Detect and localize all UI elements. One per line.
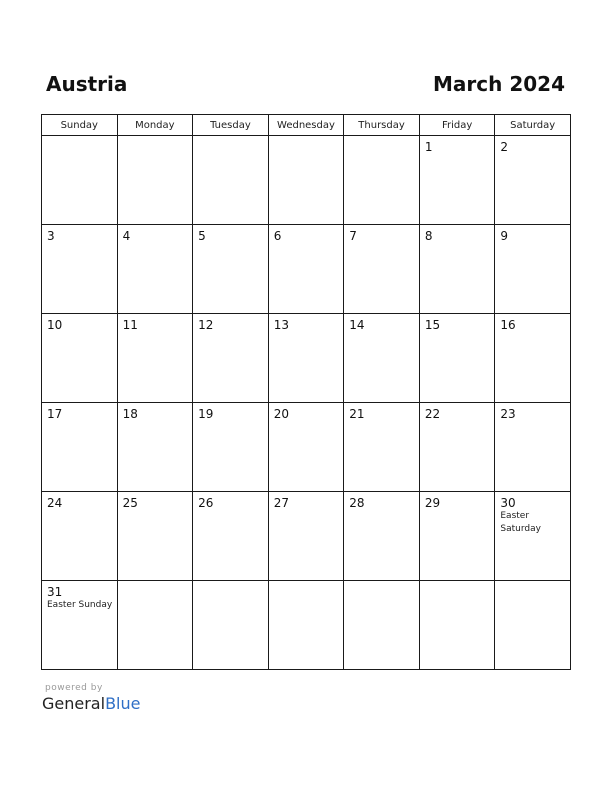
day-cell (495, 225, 571, 314)
day-number: 1 (424, 140, 433, 154)
day-cell (117, 492, 193, 581)
day-cell (344, 225, 420, 314)
day-cell (344, 136, 420, 225)
day-cell (495, 136, 571, 225)
day-number: 4 (122, 229, 131, 243)
day-cell (268, 225, 344, 314)
day-number: 30 (500, 496, 516, 510)
day-number: 6 (273, 229, 282, 243)
day-number: 27 (273, 496, 289, 510)
day-cell (117, 403, 193, 492)
day-cell (268, 403, 344, 492)
day-number (269, 136, 344, 140)
calendar-weeks (42, 136, 571, 670)
day-number: 3 (47, 229, 55, 243)
day-number: 2 (500, 140, 509, 154)
day-number: 5 (198, 229, 206, 243)
weekday-wednesday: Wednesday (268, 115, 344, 136)
day-cell (193, 403, 269, 492)
day-number (344, 581, 419, 585)
day-number: 31 (47, 585, 63, 599)
day-cell (42, 136, 118, 225)
day-number: 10 (47, 318, 63, 332)
footer-branding (42, 682, 140, 714)
day-cell (268, 136, 344, 225)
day-number: 8 (424, 229, 433, 243)
day-cell (419, 403, 495, 492)
weekday-tuesday: Tuesday (193, 115, 269, 136)
day-cell (268, 314, 344, 403)
day-cell (419, 225, 495, 314)
brand-general-text: General (42, 694, 106, 713)
day-number: 9 (500, 229, 509, 243)
week-row (42, 225, 571, 314)
holiday-label: Easter Sunday (47, 600, 113, 610)
week-row (42, 492, 571, 581)
day-number: 13 (273, 318, 289, 332)
day-cell (193, 136, 269, 225)
day-number: 21 (349, 407, 365, 421)
day-number (420, 581, 495, 585)
weekday-saturday: Saturday (495, 115, 571, 136)
holiday-label: Saturday (500, 524, 541, 534)
day-cell (495, 314, 571, 403)
day-cell (495, 403, 571, 492)
day-number: 22 (424, 407, 441, 421)
holiday-label: Easter (500, 511, 530, 521)
day-number (42, 136, 117, 140)
day-cell (495, 492, 571, 581)
weekday-friday: Friday (419, 115, 495, 136)
powered-by-label: powered by (45, 683, 103, 693)
day-cell (117, 581, 193, 670)
day-cell (117, 136, 193, 225)
day-number: 7 (349, 229, 357, 243)
day-number: 18 (122, 407, 138, 421)
day-cell (193, 581, 269, 670)
day-number: 25 (122, 496, 138, 510)
day-cell (117, 314, 193, 403)
day-cell (495, 581, 571, 670)
day-cell (193, 314, 269, 403)
day-number (269, 581, 344, 585)
brand-logo (42, 694, 140, 714)
day-cell (42, 225, 118, 314)
weekday-header-row (42, 115, 571, 136)
day-cell (344, 492, 420, 581)
day-cell (419, 136, 495, 225)
brand-blue-text: Blue (105, 694, 141, 713)
day-cell (193, 225, 269, 314)
day-cell (419, 492, 495, 581)
day-number: 16 (500, 318, 516, 332)
weekday-monday: Monday (117, 115, 193, 136)
day-cell (42, 581, 118, 670)
weekday-thursday: Thursday (344, 115, 420, 136)
day-number: 14 (349, 318, 365, 332)
day-number: 12 (198, 318, 214, 332)
day-cell (42, 492, 118, 581)
day-number: 15 (424, 318, 441, 332)
day-number: 11 (122, 318, 138, 332)
day-number (118, 581, 193, 585)
weekday-sunday: Sunday (42, 115, 118, 136)
day-cell (42, 403, 118, 492)
week-row (42, 403, 571, 492)
day-number (344, 136, 419, 140)
week-row (42, 136, 571, 225)
day-number (193, 581, 268, 585)
day-number: 24 (47, 496, 63, 510)
day-cell (344, 314, 420, 403)
calendar-title-country: Austria (46, 72, 128, 96)
day-cell (268, 492, 344, 581)
day-number (118, 136, 193, 140)
week-row (42, 314, 571, 403)
calendar-title-month: March 2024 (433, 72, 565, 96)
day-cell (344, 581, 420, 670)
day-cell (117, 225, 193, 314)
day-cell (42, 314, 118, 403)
day-number: 28 (349, 496, 365, 510)
day-number (193, 136, 268, 140)
day-number (495, 581, 570, 585)
calendar-grid (41, 114, 571, 670)
day-number: 20 (273, 407, 289, 421)
day-number: 26 (198, 496, 214, 510)
day-number: 17 (47, 407, 63, 421)
day-cell (268, 581, 344, 670)
week-row (42, 581, 571, 670)
day-cell (193, 492, 269, 581)
day-number: 19 (198, 407, 214, 421)
day-number: 29 (424, 496, 441, 510)
day-cell (344, 403, 420, 492)
day-number: 23 (500, 407, 516, 421)
day-cell (419, 314, 495, 403)
day-cell (419, 581, 495, 670)
